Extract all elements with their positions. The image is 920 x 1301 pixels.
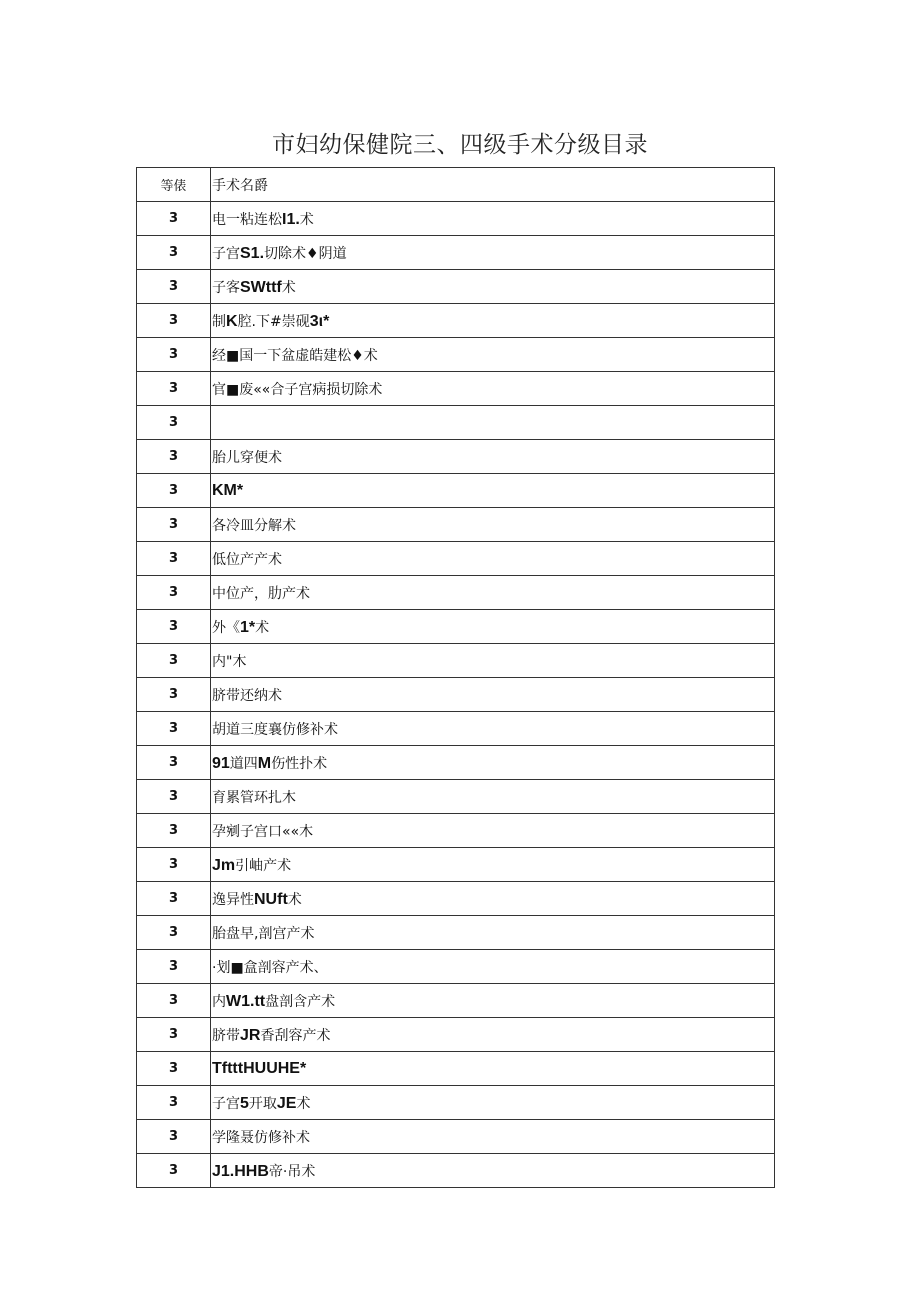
row-surgery-name: J1.HHB帝·吊术 bbox=[211, 1154, 775, 1188]
row-grade: 3 bbox=[137, 576, 211, 610]
row-surgery-name: 低位产产术 bbox=[211, 542, 775, 576]
bold-text-run: 3ι* bbox=[309, 312, 330, 330]
row-surgery-name: 脐带JR香刮容产术 bbox=[211, 1018, 775, 1052]
row-surgery-name: 外《1*术 bbox=[211, 610, 775, 644]
table-row bbox=[137, 780, 775, 814]
row-grade: 3 bbox=[137, 746, 211, 780]
table-row bbox=[137, 508, 775, 542]
table-row bbox=[137, 372, 775, 406]
row-grade: 3 bbox=[137, 1086, 211, 1120]
table-row bbox=[137, 848, 775, 882]
table-row bbox=[137, 916, 775, 950]
row-grade: 3 bbox=[137, 1120, 211, 1154]
table-row bbox=[137, 746, 775, 780]
row-grade: 3 bbox=[137, 304, 211, 338]
table-row bbox=[137, 984, 775, 1018]
row-surgery-name: 子宫5开取JE术 bbox=[211, 1086, 775, 1120]
bold-text-run: KM* bbox=[212, 481, 244, 499]
row-grade: 3 bbox=[137, 338, 211, 372]
table-row bbox=[137, 202, 775, 236]
table-row bbox=[137, 542, 775, 576]
row-grade: 3 bbox=[137, 712, 211, 746]
table-row bbox=[137, 1018, 775, 1052]
bold-text-run: 91 bbox=[212, 754, 230, 772]
row-grade: 3 bbox=[137, 1018, 211, 1052]
row-grade: 3 bbox=[137, 236, 211, 270]
row-grade: 3 bbox=[137, 848, 211, 882]
row-surgery-name bbox=[211, 1052, 775, 1086]
bold-text-run: S1. bbox=[240, 244, 265, 262]
row-surgery-name: 中位产，肋产术 bbox=[211, 576, 775, 610]
row-surgery-name: 学隆聂仿修补术 bbox=[211, 1120, 775, 1154]
header-name: 手术名爵 bbox=[211, 168, 775, 202]
table-row bbox=[137, 1052, 775, 1086]
row-grade: 3 bbox=[137, 440, 211, 474]
surgery-grade-table bbox=[136, 167, 775, 1188]
row-grade: 3 bbox=[137, 814, 211, 848]
row-grade: 3 bbox=[137, 202, 211, 236]
bold-text-run: JR bbox=[240, 1026, 261, 1044]
row-surgery-name: 官■废««合子宫病损切除术 bbox=[211, 372, 775, 406]
row-surgery-name: 经■国一下盆虚皓建松♦术 bbox=[211, 338, 775, 372]
table-row bbox=[137, 712, 775, 746]
row-surgery-name: 胡道三度襄仿修补术 bbox=[211, 712, 775, 746]
table-row bbox=[137, 678, 775, 712]
row-surgery-name: Jm引岫产术 bbox=[211, 848, 775, 882]
row-grade: 3 bbox=[137, 1052, 211, 1086]
row-grade: 3 bbox=[137, 916, 211, 950]
table-row bbox=[137, 814, 775, 848]
row-surgery-name: 内"木 bbox=[211, 644, 775, 678]
table-row bbox=[137, 950, 775, 984]
table-row bbox=[137, 474, 775, 508]
table-header-row bbox=[137, 168, 775, 202]
table-row bbox=[137, 236, 775, 270]
row-surgery-name: 制K腔.下#崇砚3ι* bbox=[211, 304, 775, 338]
table-row bbox=[137, 440, 775, 474]
row-grade: 3 bbox=[137, 950, 211, 984]
bold-text-run: I1. bbox=[282, 210, 300, 228]
table-row bbox=[137, 304, 775, 338]
bold-text-run: 5 bbox=[240, 1094, 249, 1112]
row-surgery-name: 逸异性NUft术 bbox=[211, 882, 775, 916]
row-grade: 3 bbox=[137, 644, 211, 678]
row-surgery-name bbox=[211, 406, 775, 440]
row-grade: 3 bbox=[137, 984, 211, 1018]
bold-text-run: 1* bbox=[240, 618, 256, 636]
row-surgery-name: 脐带还纳术 bbox=[211, 678, 775, 712]
row-grade: 3 bbox=[137, 508, 211, 542]
bold-text-run: W1.tt bbox=[226, 992, 266, 1010]
row-grade: 3 bbox=[137, 610, 211, 644]
row-surgery-name: 胎盘早,剖宫产术 bbox=[211, 916, 775, 950]
row-surgery-name: 各冷皿分解术 bbox=[211, 508, 775, 542]
bold-text-run: NUft bbox=[254, 890, 288, 908]
bold-text-run: SWttf bbox=[240, 278, 282, 296]
table-row bbox=[137, 644, 775, 678]
row-surgery-name: ·划■盒剖容产术、 bbox=[211, 950, 775, 984]
row-surgery-name: 子宫S1.切除术♦阴道 bbox=[211, 236, 775, 270]
row-surgery-name: 91道四M伤性扑术 bbox=[211, 746, 775, 780]
row-surgery-name: 电一粘连松I1.术 bbox=[211, 202, 775, 236]
bold-text-run: K bbox=[226, 312, 238, 330]
table-row bbox=[137, 882, 775, 916]
row-grade: 3 bbox=[137, 406, 211, 440]
bold-text-run: J1.HHB bbox=[212, 1162, 269, 1180]
table-row bbox=[137, 338, 775, 372]
row-surgery-name: 内W1.tt盘剖含产术 bbox=[211, 984, 775, 1018]
row-grade: 3 bbox=[137, 1154, 211, 1188]
row-surgery-name: 子客SWttf术 bbox=[211, 270, 775, 304]
table-row bbox=[137, 270, 775, 304]
header-grade: 等俵 bbox=[137, 168, 211, 202]
row-surgery-name: 孕剜子宫口««木 bbox=[211, 814, 775, 848]
table-row bbox=[137, 1154, 775, 1188]
row-surgery-name: 育累管环扎木 bbox=[211, 780, 775, 814]
table-row bbox=[137, 406, 775, 440]
row-grade: 3 bbox=[137, 780, 211, 814]
table-row bbox=[137, 576, 775, 610]
row-grade: 3 bbox=[137, 542, 211, 576]
table-row bbox=[137, 1120, 775, 1154]
bold-text-run: JE bbox=[276, 1094, 297, 1112]
row-grade: 3 bbox=[137, 882, 211, 916]
row-grade: 3 bbox=[137, 270, 211, 304]
bold-text-run: TftttHUUHE* bbox=[212, 1059, 307, 1077]
table-row bbox=[137, 1086, 775, 1120]
row-grade: 3 bbox=[137, 474, 211, 508]
row-surgery-name: 胎儿穿便术 bbox=[211, 440, 775, 474]
row-grade: 3 bbox=[137, 372, 211, 406]
bold-text-run: Jm bbox=[212, 856, 236, 874]
table-body bbox=[137, 168, 775, 1188]
row-surgery-name bbox=[211, 474, 775, 508]
document-title: 市妇幼保健院三、四级手术分级目录 bbox=[272, 132, 648, 158]
table-row bbox=[137, 610, 775, 644]
bold-text-run: M bbox=[257, 754, 272, 772]
row-grade: 3 bbox=[137, 678, 211, 712]
